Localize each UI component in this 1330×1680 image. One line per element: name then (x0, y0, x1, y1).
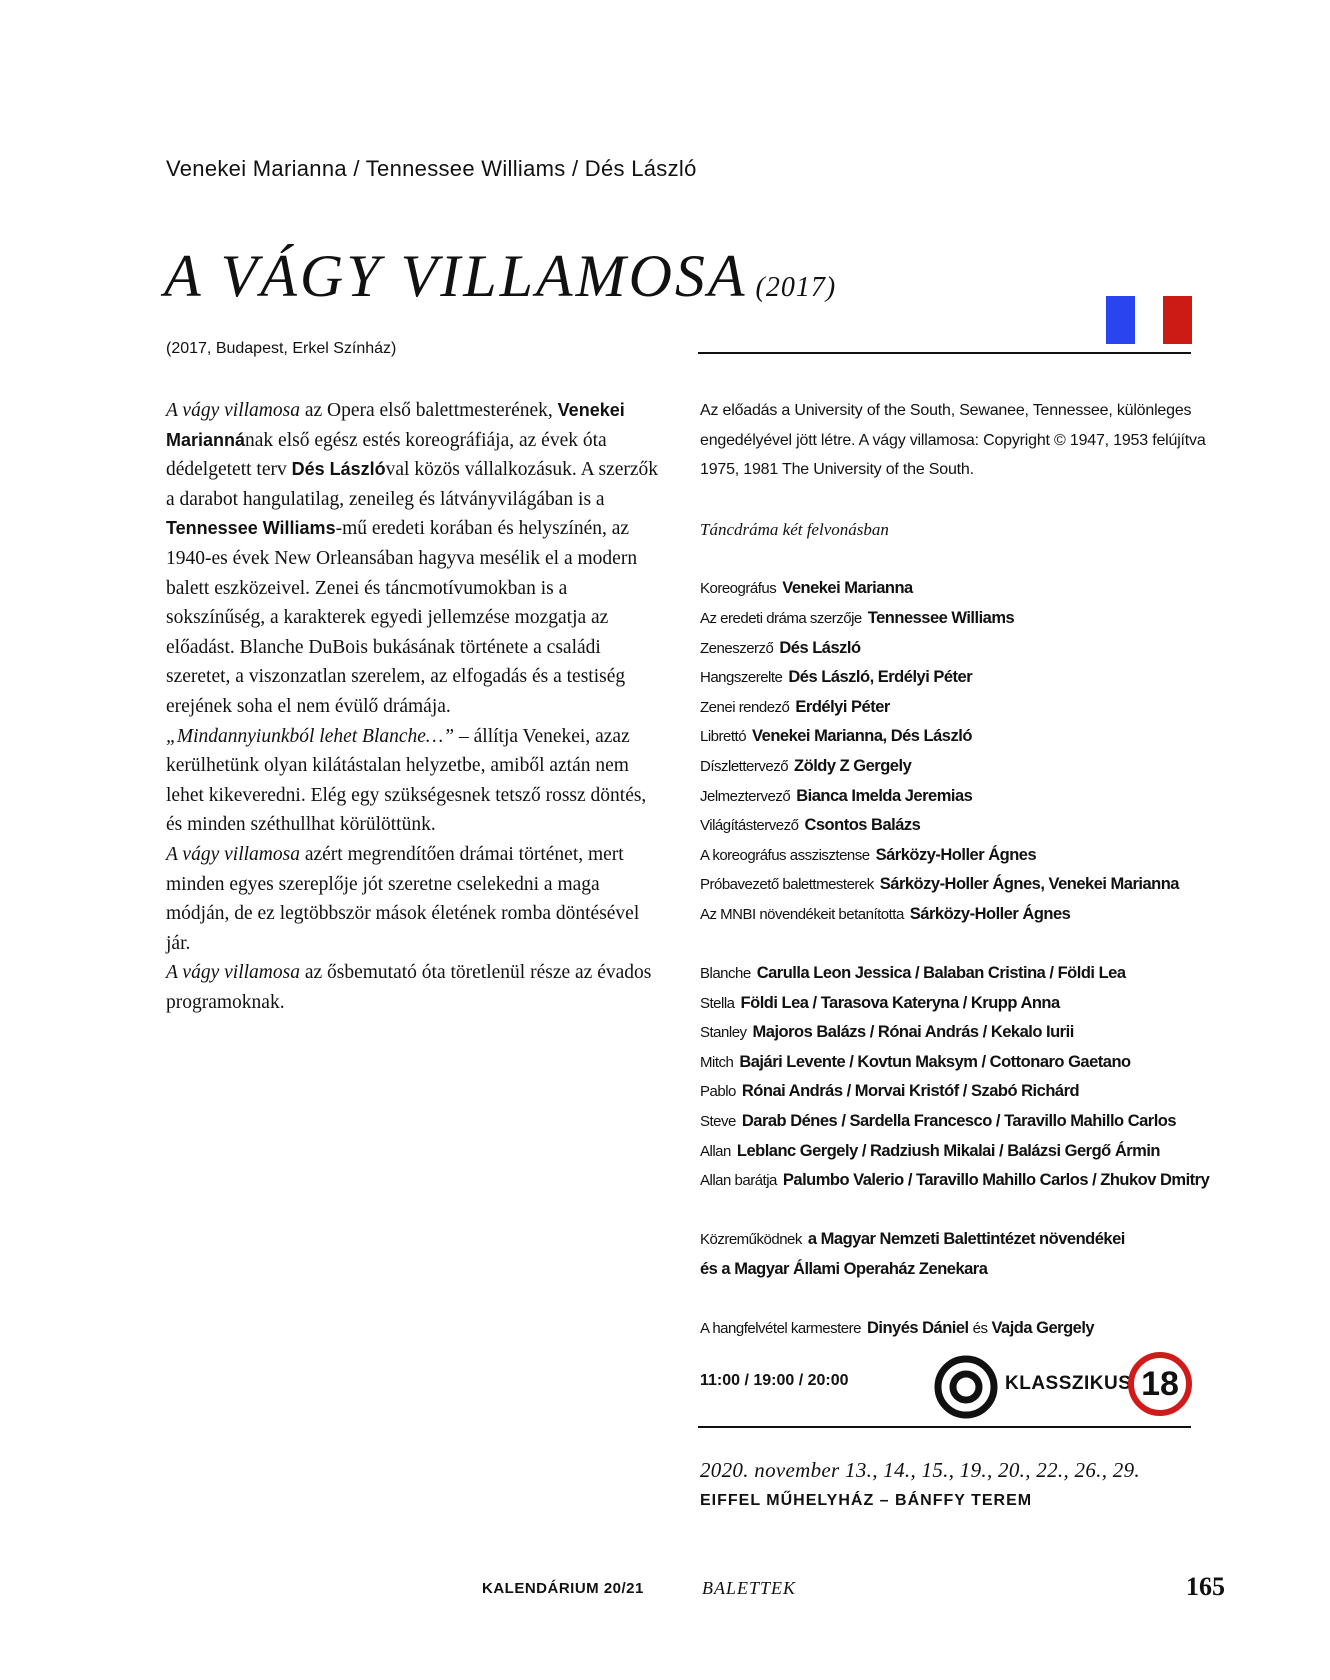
role-label: Allan (700, 1142, 731, 1160)
description-text (166, 396, 666, 1017)
cast-row (700, 1018, 1230, 1048)
title-year: (2017) (755, 272, 837, 303)
contributors-value: a Magyar Nemzeti Balettintézet növendékei (807, 1230, 1125, 1249)
flag-red-stripe (1163, 296, 1192, 344)
text-run: -mű eredeti korában és helyszínén, az 1940-es évek New Orleansában hagyva mesélik el a modern balett eszközeivel. Zenei és táncmotívumokban is a sokszínűség, a karakterek egyedi jellemzése mozgatja az előadást. Blanche DuBois bukásának története a családi szeretet, a viszonzatlan szerelem, az elfogadás és a testiség erejének soha el nem évülő drámája. (166, 518, 638, 717)
cast-value: Bajári Levente / Kovtun Maksym / Cottonaro Gaetano (739, 1052, 1131, 1071)
credit-value: Venekei Marianna (782, 579, 913, 598)
cast-row (700, 1137, 1230, 1167)
credit-value: Dés László (779, 638, 861, 657)
text-run: – állítja Venekei, azaz kerülhetünk olyan kilátástalan helyzetbe, amiből aztán nem lehet kikeveredni. Elég egy szükségesnek tetsző rossz döntés, és minden széthullhat körülöttünk. (166, 725, 647, 836)
flag-blue-stripe (1106, 296, 1135, 344)
italic-title: A vágy villamosa (166, 400, 300, 421)
cast-value: Darab Dénes / Sardella Francesco / Taravillo Mahillo Carlos (741, 1112, 1177, 1131)
role-label: Allan barátja (700, 1172, 777, 1190)
credit-row (700, 870, 1230, 900)
footer-section: BALETTEK (702, 1578, 797, 1598)
credit-label: Jelmeztervező (700, 787, 791, 805)
credit-row (700, 811, 1230, 841)
french-flag-icon (1106, 296, 1192, 344)
credit-row (700, 574, 1230, 604)
series-label: KLASSZIKUS (1005, 1373, 1132, 1394)
bold-name: Dés László (291, 459, 386, 480)
authors-line: Venekei Marianna / Tennessee Williams / Dés László (166, 156, 697, 181)
role-label: Mitch (700, 1053, 734, 1071)
spacer (700, 1196, 1230, 1226)
credit-row (700, 841, 1230, 871)
role-label: Pablo (700, 1083, 736, 1101)
credit-value: Dés László, Erdélyi Péter (788, 668, 973, 687)
credit-value: Sárközy-Holler Ágnes, Venekei Marianna (879, 875, 1179, 894)
credit-label: Zenei rendező (700, 698, 790, 716)
cast-value: Földi Lea / Tarasova Kateryna / Krupp Anna (740, 993, 1060, 1012)
credit-value: Tennessee Williams (867, 608, 1015, 627)
age-rating-value: 18 (1141, 1364, 1179, 1403)
credit-label: Világítástervező (700, 817, 799, 835)
age-rating-badge (1128, 1352, 1192, 1416)
bold-name: Venekei Mariann (166, 400, 625, 450)
text-run: az ősbemutató óta töretlenül része az évados programoknak. (166, 962, 652, 1013)
credit-value: Sárközy-Holler Ágnes (875, 845, 1037, 864)
title-text: A VÁGY VILLAMOSA (164, 243, 748, 309)
italic-quote: „Mindannyiunkból lehet Blanche…” (166, 725, 455, 747)
description-column (166, 396, 666, 1017)
cast-value: Carulla Leon Jessica / Balaban Cristina / Földi Lea (756, 964, 1126, 983)
credit-label: Díszlettervező (700, 757, 789, 775)
credit-row (700, 634, 1230, 664)
credit-label: Librettó (700, 728, 747, 746)
cast-row (700, 1107, 1230, 1137)
venue: EIFFEL MŰHELYHÁZ – BÁNFFY TEREM (700, 1492, 1033, 1509)
text-run: azért megrendítően drámai történet, mert minden egyes szereplője jót szeretne cselekedni a maga módján, de ez legtöbbször mások életének romba döntésével jár. (166, 843, 640, 954)
page-title (164, 242, 836, 311)
cast-row (700, 989, 1230, 1019)
credit-row (700, 663, 1230, 693)
contributors-label: Közreműködnek (700, 1231, 802, 1249)
credit-row (700, 782, 1230, 812)
conductor-row (700, 1314, 1230, 1344)
info-column (700, 396, 1230, 1344)
conductor-name: Dinyés Dániel (866, 1319, 969, 1338)
credit-row (700, 693, 1230, 723)
conductor-name: Vajda Gergely (991, 1319, 1095, 1338)
contributors-value: és a Magyar Állami Operaház Zenekara (700, 1260, 988, 1279)
conductor-conjunction: és (972, 1320, 988, 1338)
role-label: Steve (700, 1113, 736, 1131)
credit-label: Próbavezető balettmesterek (700, 876, 874, 894)
credit-label: A koreográfus asszisztense (700, 846, 870, 864)
credit-value: Venekei Marianna, Dés László (752, 727, 972, 746)
contributors-row-2 (700, 1255, 1230, 1285)
credit-label: Koreográfus (700, 580, 777, 598)
premiere-info: (2017, Budapest, Erkel Színház) (166, 340, 397, 357)
credit-label: Hangszerelte (700, 669, 783, 687)
performance-dates: 2020. november 13., 14., 15., 19., 20., 22., 26., 29. (700, 1458, 1140, 1482)
show-times: 11:00 / 19:00 / 20:00 (700, 1372, 849, 1389)
credit-row (700, 752, 1230, 782)
text-run: nak első egész estés koreográfiája, az évek óta dédelgetett terv (166, 429, 607, 481)
role-label: Stanley (700, 1024, 747, 1042)
text-run: val közös vállalkozásuk. A szerzők a darabot hangulatilag, zeneileg és látványvilágában is a (166, 459, 659, 510)
spacer (700, 1285, 1230, 1315)
footer-publication: KALENDÁRIUM 20/21 (482, 1580, 644, 1597)
credit-label: Az MNBI növendékeit betanította (700, 905, 904, 923)
cast-value: Palumbo Valerio / Taravillo Mahillo Carlos / Zhukov Dmitry (782, 1171, 1210, 1190)
credit-row (700, 900, 1230, 930)
spacer (700, 930, 1230, 960)
credit-row (700, 722, 1230, 752)
divider-top (698, 352, 1191, 354)
bold-name: Tennessee Williams (166, 518, 336, 539)
cast-row (700, 959, 1230, 989)
cast-value: Majoros Balázs / Rónai András / Kekalo Iurii (752, 1023, 1074, 1042)
credit-label: Zeneszerző (700, 639, 774, 657)
credit-value: Sárközy-Holler Ágnes (909, 904, 1071, 923)
credit-value: Zöldy Z Gergely (794, 756, 912, 775)
credits-list (700, 574, 1230, 1343)
bold-name: á (235, 429, 246, 450)
page-number: 165 (1186, 1572, 1225, 1601)
cast-row (700, 1048, 1230, 1078)
credit-value: Bianca Imelda Jeremias (796, 786, 973, 805)
copyright-notice: Az előadás a University of the South, Sewanee, Tennessee, különleges engedélyével jött létre. A vágy villamosa: Copyright © 1947, 1953 felújítva 1975, 1981 The University of the South. (700, 402, 1206, 479)
cast-row (700, 1166, 1230, 1196)
role-label: Blanche (700, 965, 751, 983)
credit-label: Az eredeti dráma szerzője (700, 609, 862, 627)
italic-title: A vágy villamosa (166, 843, 300, 865)
conductor-label: A hangfelvétel karmestere (700, 1320, 861, 1338)
cast-row (700, 1077, 1230, 1107)
divider-bottom (698, 1426, 1191, 1428)
target-icon (934, 1355, 998, 1419)
text-run: az Opera első balettmesterének, (299, 400, 558, 421)
genre: Táncdráma két felvonásban (700, 519, 889, 539)
role-label: Stella (700, 994, 735, 1012)
contributors-row (700, 1225, 1230, 1255)
italic-title: A vágy villamosa (166, 962, 300, 984)
cast-value: Leblanc Gergely / Radziush Mikalai / Balázsi Gergő Ármin (736, 1141, 1160, 1160)
credit-value: Csontos Balázs (804, 816, 921, 835)
cast-value: Rónai András / Morvai Kristóf / Szabó Richárd (741, 1082, 1080, 1101)
credit-row (700, 604, 1230, 634)
credit-value: Erdélyi Péter (795, 697, 890, 716)
